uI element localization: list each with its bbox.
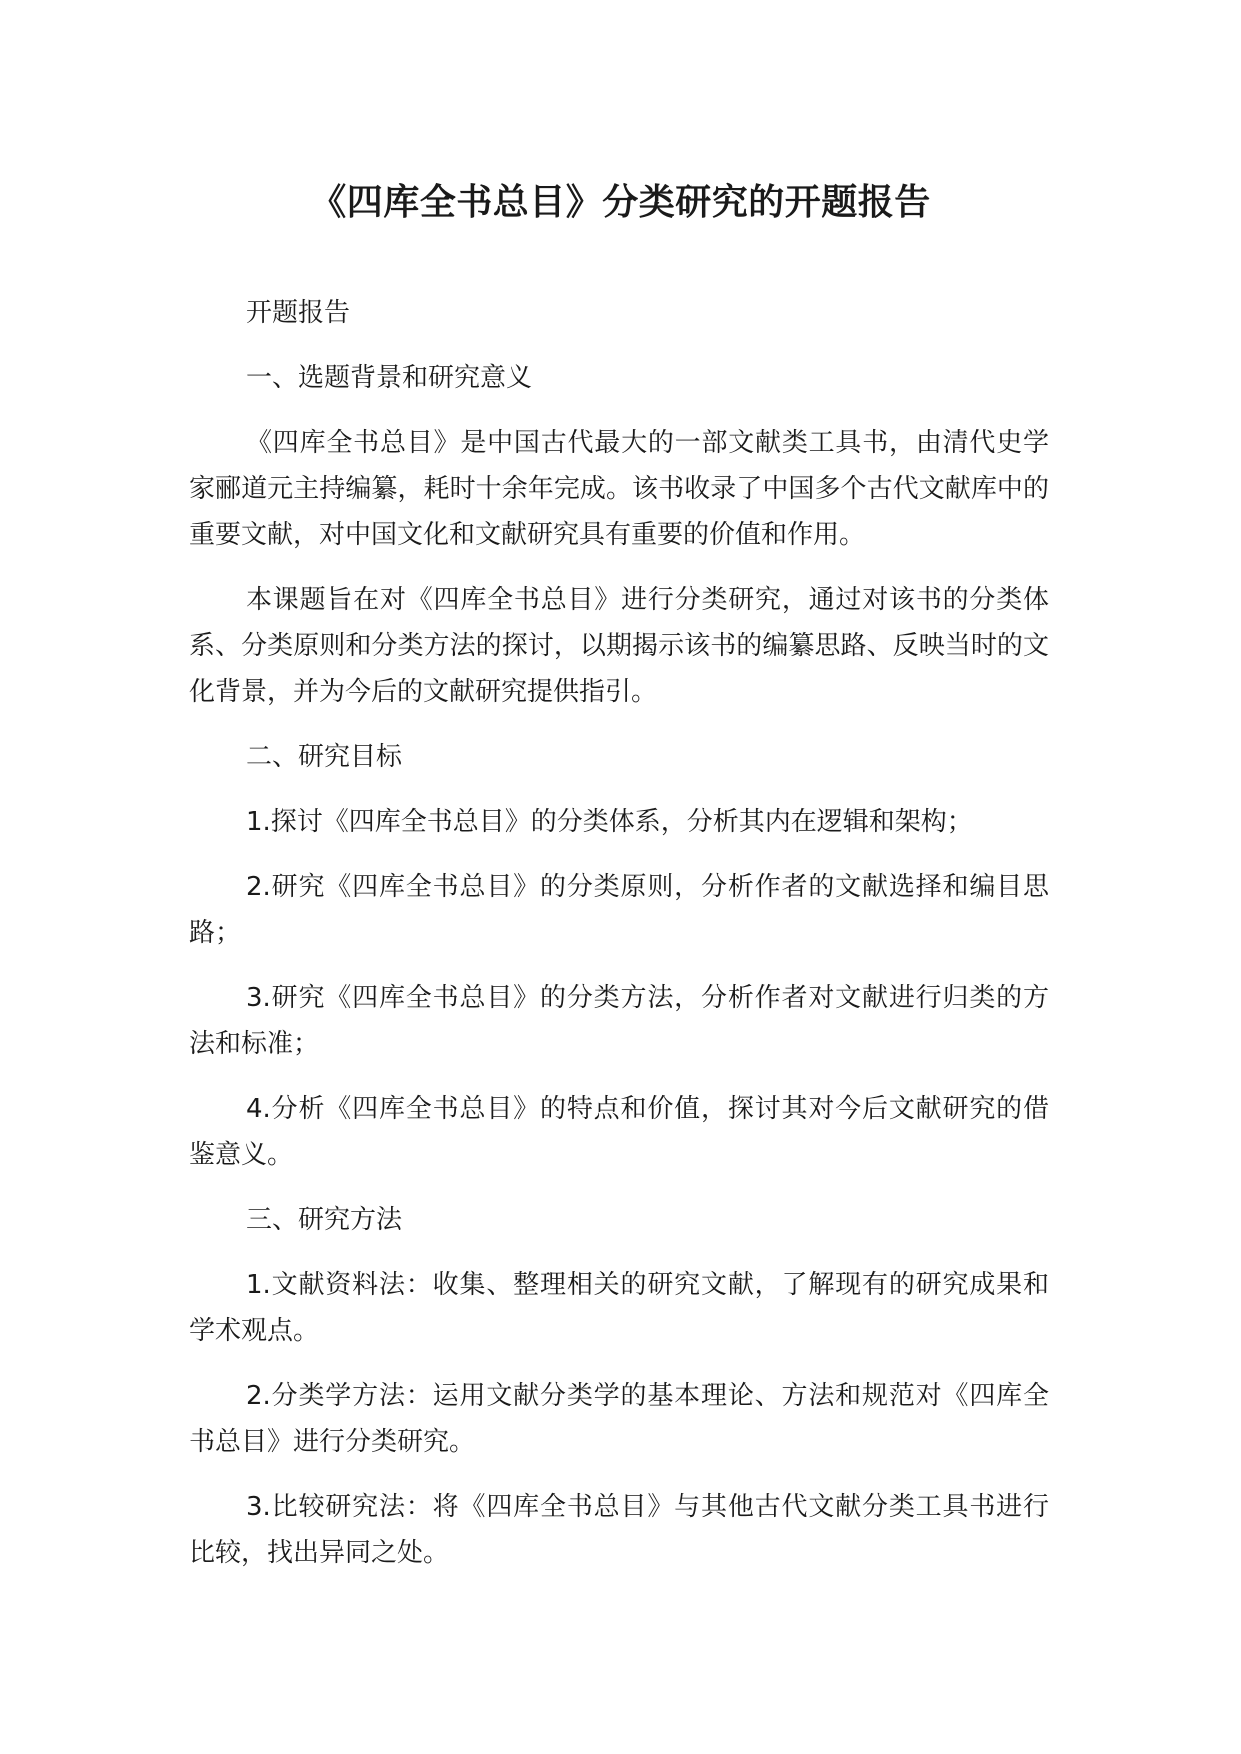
section-heading-background: 一、选题背景和研究意义 — [246, 363, 533, 393]
goal-item-4: 4.分析《四库全书总目》的特点和价值，探讨其对今后文献研究的借鉴意义。 — [189, 1094, 1049, 1170]
goal-item-2: 2.研究《四库全书总目》的分类原则，分析作者的文献选择和编目思路； — [189, 872, 1049, 948]
paragraph-background-2: 本课题旨在对《四库全书总目》进行分类研究，通过对该书的分类体系、分类原则和分类方法的探讨，以期揭示该书的编纂思路、反映当时的文化背景，并为今后的文献研究提供指引。 — [189, 585, 1049, 707]
section-heading-methods: 三、研究方法 — [246, 1205, 403, 1235]
paragraph-background-1: 《四库全书总目》是中国古代最大的一部文献类工具书，由清代史学家郦道元主持编纂，耗时十余年完成。该书收录了中国多个古代文献库中的重要文献，对中国文化和文献研究具有重要的价值和作用。 — [189, 428, 1049, 550]
document-title: 《四库全书总目》分类研究的开题报告 — [310, 182, 931, 223]
heading-report: 开题报告 — [246, 298, 351, 328]
section-heading-goals: 二、研究目标 — [246, 742, 403, 772]
goal-item-1: 1.探讨《四库全书总目》的分类体系，分析其内在逻辑和架构； — [246, 807, 973, 837]
method-item-3: 3.比较研究法：将《四库全书总目》与其他古代文献分类工具书进行比较，找出异同之处。 — [189, 1492, 1049, 1568]
document-body — [189, 290, 1049, 1595]
goal-item-3: 3.研究《四库全书总目》的分类方法，分析作者对文献进行归类的方法和标准； — [189, 983, 1049, 1059]
method-item-1: 1.文献资料法：收集、整理相关的研究文献，了解现有的研究成果和学术观点。 — [189, 1270, 1049, 1346]
method-item-2: 2.分类学方法：运用文献分类学的基本理论、方法和规范对《四库全书总目》进行分类研究。 — [189, 1381, 1049, 1457]
